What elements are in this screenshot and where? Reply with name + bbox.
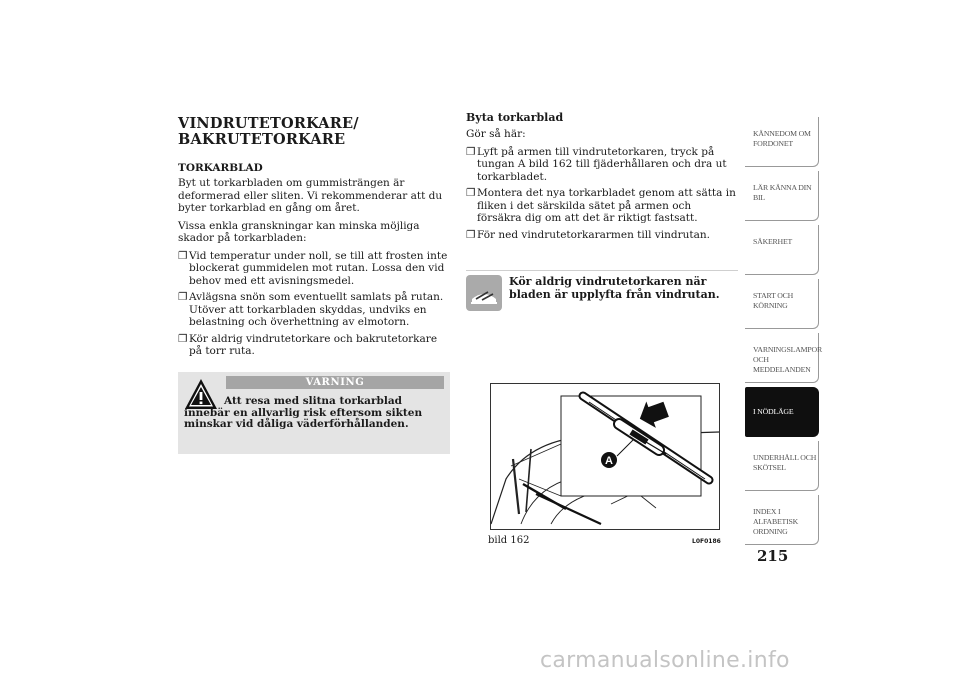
checkbox-bullet-icon: ❐	[178, 249, 188, 262]
inspection-list	[178, 250, 450, 358]
wiper-illustration	[491, 384, 719, 529]
figure-caption: bild 162	[488, 535, 530, 546]
watermark: carmanualsonline.info	[540, 648, 790, 673]
checkbox-bullet-icon: ❐	[178, 291, 188, 303]
paragraph-replace-advice: Byt ut torkarbladen om gummisträngen är deformerad eller sliten. Vi rekommenderar att du byter torkarblad en gång om året.	[178, 177, 443, 214]
tab-kannedom-om-fordonet[interactable]: KÄNNEDOM OM FORDONET	[745, 117, 819, 167]
replace-intro: Gör så här:	[466, 128, 526, 140]
list-item: ❐ Avlägsna snön som eventuellt samlats på rutan. Utöver att torkarbladen skyddas, undviks en belastning och överhettning av elmotorn.	[178, 291, 444, 328]
list-item: ❐ Kör aldrig vindrutetorkare och bakrutetorkare på torr ruta.	[178, 332, 438, 357]
replace-steps	[466, 146, 738, 242]
divider	[466, 270, 738, 271]
section-title-line1: VINDRUTETORKARE/	[178, 115, 359, 132]
warning-banner: VARNING	[226, 376, 444, 389]
checkbox-bullet-icon: ❐	[178, 332, 188, 345]
replace-heading: Byta torkarblad	[466, 111, 564, 124]
subsection-title: TORKARBLAD	[178, 162, 263, 174]
warning-text: Att resa med slitna torkarblad innebär en allvarlig risk eftersom sikten minskar vid dåliga väderförhållanden.	[184, 395, 423, 430]
tab-sakerhet[interactable]: SÄKERHET	[745, 225, 819, 275]
tab-varningslampor[interactable]: VARNINGSLAMPOR OCH MEDDELANDEN	[745, 333, 819, 383]
wiper-symbol-icon	[466, 275, 502, 311]
warning-box	[178, 372, 450, 454]
tab-underhall-och-skotsel[interactable]: UNDERHÅLL OCH SKÖTSEL	[745, 441, 819, 491]
note-text: Kör aldrig vindrutetorkaren när bladen är upplyfta från vindrutan.	[509, 275, 720, 301]
section-title-line2: BAKRUTETORKARE	[178, 131, 346, 148]
section-title	[178, 116, 450, 148]
right-column	[466, 111, 738, 245]
page-number: 215	[757, 547, 789, 565]
list-item: ❐ För ned vindrutetorkararmen till vindrutan.	[466, 228, 710, 241]
tab-start-och-korning[interactable]: START OCH KÖRNING	[745, 279, 819, 329]
figure-wiper	[490, 383, 720, 530]
tab-lar-kanna-din-bil[interactable]: LÄR KÄNNA DIN BIL	[745, 171, 819, 221]
chapter-tabs	[745, 117, 822, 549]
checkbox-bullet-icon: ❐	[466, 228, 476, 241]
checkbox-bullet-icon: ❐	[466, 145, 476, 158]
tab-i-nodlage[interactable]: I NÖDLÄGE	[745, 387, 819, 437]
left-column	[178, 116, 450, 362]
figure-code: L0F0186	[692, 538, 721, 545]
figure-label-a: A	[605, 455, 613, 467]
list-item: ❐ Vid temperatur under noll, se till att frosten inte blockerat gummidelen mot rutan. Lossa den vid behov med ett avisningsmedel.	[178, 249, 448, 287]
list-item: ❐ Montera det nya torkarbladet genom att sätta in fliken i det särskilda sätet på armen och försäkra dig om att det är riktigt fastsatt.	[466, 187, 736, 224]
list-item: ❐ Lyft på armen till vindrutetorkaren, tryck på tungan A bild 162 till fjäderhållaren och dra ut torkarbladet.	[466, 145, 727, 183]
paragraph-inspection: Vissa enkla granskningar kan minska möjliga skador på torkarbladen:	[178, 219, 420, 244]
checkbox-bullet-icon: ❐	[466, 187, 476, 199]
tab-index[interactable]: INDEX I ALFABETISK ORDNING	[745, 495, 819, 545]
